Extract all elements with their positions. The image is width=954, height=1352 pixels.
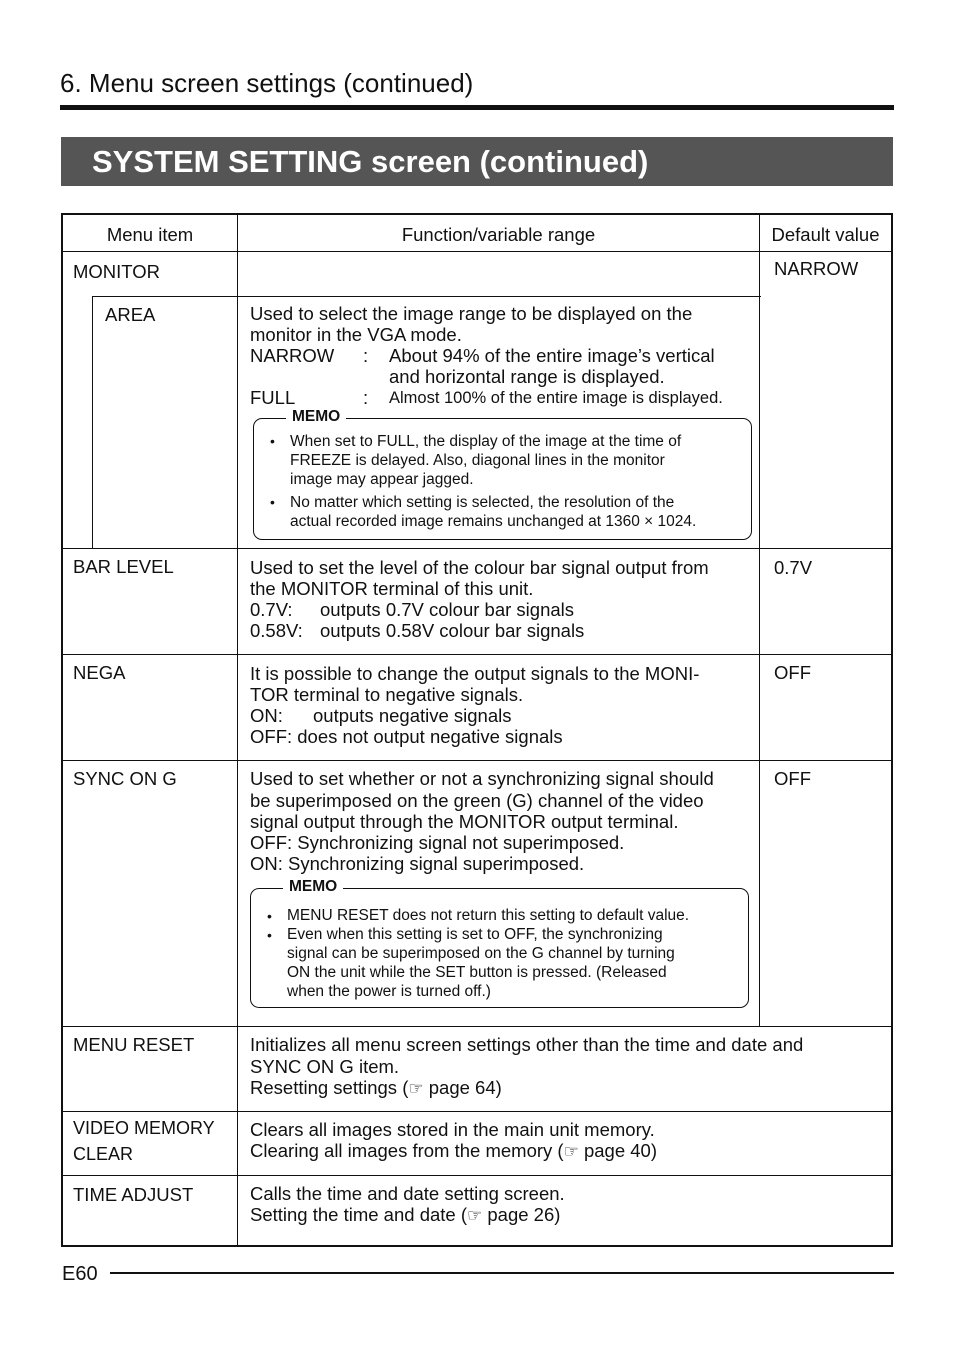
item-nega: NEGA xyxy=(73,662,126,683)
default-bar-level: 0.7V xyxy=(774,557,813,578)
option-key: NARROW xyxy=(250,345,335,366)
area-desc-line: monitor in the VGA mode. xyxy=(250,324,462,345)
page-reference xyxy=(250,1140,657,1162)
row-divider xyxy=(63,1175,891,1176)
item-monitor: MONITOR xyxy=(73,261,161,282)
default-sync-on-g: OFF xyxy=(774,768,811,789)
hand-pointer-icon: ☞ xyxy=(408,1079,424,1098)
row-divider xyxy=(63,760,891,761)
hand-pointer-icon: ☞ xyxy=(467,1206,483,1225)
video-memory-desc-line: Clears all images stored in the main unit memory. xyxy=(250,1119,655,1140)
column-divider xyxy=(237,215,238,1245)
bullet: • xyxy=(267,908,272,924)
option-key: FULL xyxy=(250,387,296,408)
memo-text: Even when this setting is set to OFF, the synchronizing xyxy=(287,926,663,943)
page-reference xyxy=(250,1077,502,1099)
banner-title: SYSTEM SETTING screen (continued) xyxy=(61,137,893,186)
memo-box xyxy=(250,878,749,1008)
bar-level-desc-line: Used to set the level of the colour bar signal output from xyxy=(250,557,709,578)
option-text: About 94% of the entire image’s vertical xyxy=(389,345,715,366)
menu-reset-desc-line: Initializes all menu screen settings other than the time and date and xyxy=(250,1034,804,1055)
column-divider xyxy=(92,296,93,548)
row-divider xyxy=(63,251,891,252)
reference-text: Resetting settings ( xyxy=(250,1077,409,1098)
reference-text: Setting the time and date ( xyxy=(250,1204,467,1225)
memo-box xyxy=(253,408,752,540)
bar-level-desc-line: the MONITOR terminal of this unit. xyxy=(250,578,534,599)
option-text: outputs negative signals xyxy=(313,705,512,726)
option-text: and horizontal range is displayed. xyxy=(389,366,665,387)
sync-desc-line: signal output through the MONITOR output terminal. xyxy=(250,811,679,832)
option-text: Almost 100% of the entire image is displayed. xyxy=(389,389,723,407)
item-sync-on-g: SYNC ON G xyxy=(73,768,177,789)
bullet: • xyxy=(270,433,275,449)
memo-text: No matter which setting is selected, the resolution of the xyxy=(290,494,675,511)
header-default: Default value xyxy=(771,224,880,245)
memo-label: MEMO xyxy=(283,878,343,896)
memo-text: When set to FULL, the display of the image at the time of xyxy=(290,433,682,450)
memo-text: MENU RESET does not return this setting to default value. xyxy=(287,907,690,924)
option-text: outputs 0.58V colour bar signals xyxy=(320,620,585,641)
default-nega: OFF xyxy=(774,662,811,683)
row-divider xyxy=(93,296,761,297)
footer-rule xyxy=(110,1272,894,1274)
memo-label: MEMO xyxy=(286,408,346,426)
memo-text: actual recorded image remains unchanged at 1360 × 1024. xyxy=(290,513,697,530)
header-menu-item: Menu item xyxy=(106,224,194,245)
area-desc-line: Used to select the image range to be displayed on the xyxy=(250,303,693,324)
memo-text: when the power is turned off.) xyxy=(287,983,491,1000)
bullet: • xyxy=(267,927,272,943)
nega-desc-line: It is possible to change the output signals to the MONI- xyxy=(250,663,700,684)
option-key: ON: xyxy=(250,705,283,726)
row-divider xyxy=(63,654,891,655)
reference-page: page 64) xyxy=(428,1077,502,1098)
menu-reset-desc-line: SYNC ON G item. xyxy=(250,1056,400,1077)
option-text: outputs 0.7V colour bar signals xyxy=(320,599,575,620)
item-time-adjust: TIME ADJUST xyxy=(73,1184,194,1205)
section-rule xyxy=(60,105,894,110)
sync-desc-line: Used to set whether or not a synchronizing signal should xyxy=(250,768,714,789)
memo-text: signal can be superimposed on the G channel by turning xyxy=(287,945,675,962)
reference-page: page 40) xyxy=(583,1140,658,1161)
memo-text: image may appear jagged. xyxy=(290,471,474,488)
option-key: 0.58V: xyxy=(250,620,303,641)
header-function: Function/variable range xyxy=(401,224,596,245)
nega-desc-line: TOR terminal to negative signals. xyxy=(250,684,524,705)
memo-text: FREEZE is delayed. Also, diagonal lines in the monitor xyxy=(290,452,665,469)
section-title: 6. Menu screen settings (continued) xyxy=(60,68,474,98)
sync-desc-line: OFF: Synchronizing signal not superimposed. xyxy=(250,832,625,853)
column-divider xyxy=(759,215,760,1026)
bullet: • xyxy=(270,494,275,510)
option-separator: : xyxy=(363,345,369,366)
page-reference xyxy=(250,1204,560,1226)
sync-desc-line: be superimposed on the green (G) channel of the video xyxy=(250,790,704,811)
item-bar-level: BAR LEVEL xyxy=(73,556,174,577)
row-divider xyxy=(63,1111,891,1112)
item-area: AREA xyxy=(105,304,156,325)
default-monitor: NARROW xyxy=(774,258,859,279)
row-divider xyxy=(63,548,891,549)
item-menu-reset: MENU RESET xyxy=(73,1034,195,1055)
option-key: 0.7V: xyxy=(250,599,293,620)
item-video-memory-clear: VIDEO MEMORY xyxy=(73,1118,215,1138)
row-divider xyxy=(63,1026,891,1027)
nega-desc-line: OFF: does not output negative signals xyxy=(250,726,563,747)
settings-table xyxy=(61,213,893,1247)
page-number: E60 xyxy=(62,1263,98,1285)
memo-text: ON the unit while the SET button is pressed. (Released xyxy=(287,964,667,981)
reference-page: page 26) xyxy=(487,1204,561,1225)
time-adjust-desc-line: Calls the time and date setting screen. xyxy=(250,1183,565,1204)
option-separator: : xyxy=(363,387,369,408)
item-video-memory-clear: CLEAR xyxy=(73,1144,134,1164)
hand-pointer-icon: ☞ xyxy=(563,1142,579,1161)
reference-text: Clearing all images from the memory ( xyxy=(250,1140,564,1161)
sync-desc-line: ON: Synchronizing signal superimposed. xyxy=(250,853,585,874)
